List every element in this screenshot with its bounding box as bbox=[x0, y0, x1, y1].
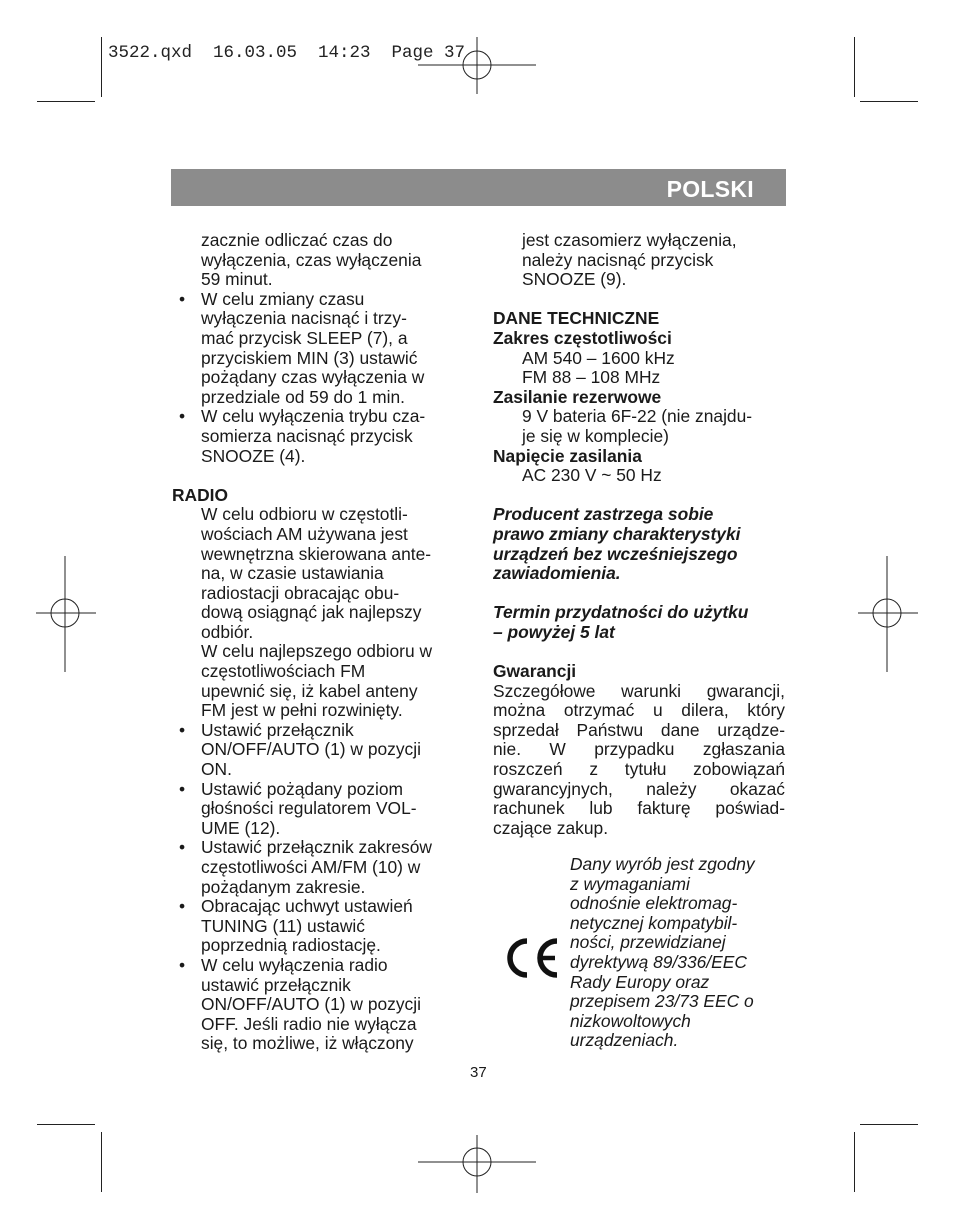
ce-mark-icon bbox=[503, 936, 561, 980]
list-item: • Ustawić przełącznik ON/OFF/AUTO (1) w pozycji ON. bbox=[179, 719, 421, 780]
backup-power-heading: Zasilanie rezerwowe bbox=[493, 386, 662, 407]
frequency-values: AM 540 – 1600 kHz FM 88 – 108 MHz bbox=[522, 347, 675, 388]
list-item: • Ustawić przełącznik zakresów częstotliwości AM/FM (10) w pożądanym zakresie. bbox=[179, 837, 432, 897]
left-column bbox=[172, 231, 472, 1054]
radio-heading: RADIO bbox=[172, 484, 229, 505]
banner-title: POLSKI bbox=[666, 176, 754, 202]
manufacturer-notice: Producent zastrzega sobie prawo zmiany charakterystyki urządzeń bez wcześniejszego zawiadomienia. bbox=[493, 504, 741, 584]
bullet-icon: • bbox=[179, 719, 186, 740]
frequency-heading: Zakres częstotliwości bbox=[493, 327, 672, 348]
crop-mark bbox=[854, 1132, 855, 1192]
backup-power-values: 9 V bateria 6F-22 (nie znajdu- je się w komplecie) bbox=[522, 406, 753, 446]
bullet-icon: • bbox=[179, 954, 186, 975]
tech-heading: DANE TECHNICZNE bbox=[493, 308, 660, 329]
crop-mark bbox=[860, 1124, 918, 1125]
bullet-icon: • bbox=[179, 406, 186, 427]
list-item: • Ustawić pożądany poziom głośności regulatorem VOL- UME (12). bbox=[179, 778, 417, 838]
registration-mark-icon bbox=[858, 556, 918, 672]
shelf-life-notice: Termin przydatności do użytku – powyżej 5 lat bbox=[493, 602, 749, 642]
list-item: • W celu wyłączenia trybu cza- somierza nacisnąć przycisk SNOOZE (4). bbox=[179, 406, 426, 466]
crop-mark bbox=[101, 1132, 102, 1192]
bullet-icon: • bbox=[179, 778, 186, 799]
voltage-heading: Napięcie zasilania bbox=[493, 445, 642, 466]
voltage-values: AC 230 V ~ 50 Hz bbox=[522, 465, 662, 486]
language-banner bbox=[171, 169, 786, 206]
conformity-text: Dany wyrób jest zgodny z wymaganiami odnośnie elektromag- netycznej kompatybil- ności, przewidzianej dyrektywą 89/336/EEC Rady Europy oraz przepisem 23/73 EEC o nizkowoltowych urządzeniach. bbox=[570, 854, 755, 1051]
registration-mark-icon bbox=[36, 556, 96, 672]
crop-mark bbox=[101, 37, 102, 97]
warranty-text: Szczegółowe warunki gwarancji, można otrzymać u dilera, który sprzedał Państwu dane urządze- nie. W przypadku zgłaszania roszczeń z tytułu zobowiązań gwarancyjnych, należy okazać rachunek lub fakturę poświad- czające zakup. bbox=[493, 680, 785, 838]
list-item: • W celu zmiany czasu wyłączenia nacisnąć i trzy- mać przycisk SLEEP (7), a przyciskiem MIN (3) ustawić pożądany czas wyłączenia w przedziale od 59 do 1 min. bbox=[179, 288, 425, 407]
warranty-heading: Gwarancji bbox=[493, 661, 577, 682]
page-number: 37 bbox=[470, 1064, 487, 1081]
list-item: • W celu wyłączenia radio ustawić przełącznik ON/OFF/AUTO (1) w pozycji OFF. Jeśli radio nie wyłącza się, to możliwe, iż włączony bbox=[179, 954, 421, 1054]
right-column bbox=[493, 231, 785, 838]
radio-paragraph: W celu odbioru w częstotli- wościach AM używana jest wewnętrzna skierowana ante- na, w czasie ustawiania radiostacji obracając obu- dową osiągnąć jak najlepszy odbiór. W celu najlepszego odbioru w częstotliwościach FM upewnić się, iż kabel anteny FM jest w pełni rozwinięty. bbox=[201, 504, 433, 721]
crop-mark bbox=[860, 101, 918, 102]
crop-mark bbox=[37, 101, 95, 102]
intro-text: zacznie odliczać czas do wyłączenia, czas wyłączenia 59 minut. bbox=[201, 230, 422, 290]
crop-mark bbox=[854, 37, 855, 97]
print-slug: 3522.qxd 16.03.05 14:23 Page 37 bbox=[108, 43, 466, 63]
continued-text: jest czasomierz wyłączenia, należy nacisnąć przycisk SNOOZE (9). bbox=[522, 230, 737, 290]
bullet-icon: • bbox=[179, 896, 186, 917]
list-item: • Obracając uchwyt ustawień TUNING (11) ustawić poprzednią radiostację. bbox=[179, 896, 413, 956]
bullet-icon: • bbox=[179, 837, 186, 858]
registration-mark-icon bbox=[418, 1133, 536, 1193]
bullet-icon: • bbox=[179, 288, 186, 309]
crop-mark bbox=[37, 1124, 95, 1125]
